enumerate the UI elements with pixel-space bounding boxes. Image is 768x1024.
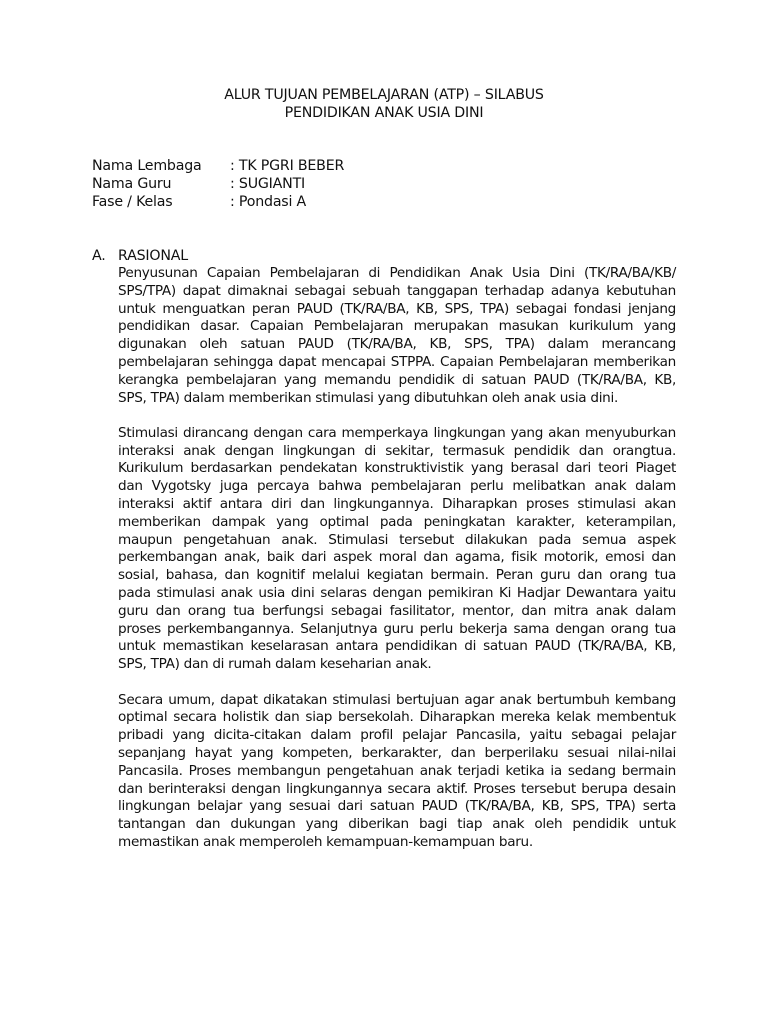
section-letter: A. bbox=[92, 248, 106, 264]
identity-label: Nama Lembaga bbox=[92, 158, 202, 174]
identity-value: : TK PGRI BEBER bbox=[230, 158, 345, 174]
paragraph-3: Secara umum, dapat dikatakan stimulasi bertujuan agar anak bertumbuh kembang optimal secara holistik dan siap bersekolah. Diharapkan mereka kelak membentuk pribadi yang dicita-citakan dalam profil pelajar Pancasila, yaitu sebagai pelajar sepanjang hayat yang kompeten, berkarakter, dan berperilaku sesuai nilai-nilai Pancasila. Proses membangun pengetahuan anak terjadi ketika ia sedang bermain dan berinteraksi dengan lingkungannya secara aktif. Proses tersebut berupa desain lingkungan belajar yang sesuai dari satuan PAUD (TK/RA/BA, KB, SPS, TPA) serta tantangan dan dukungan yang diberikan bagi tiap anak oleh pendidik untuk memastikan anak memperoleh kemampuan-kemampuan baru. bbox=[118, 691, 676, 850]
paragraph-2: Stimulasi dirancang dengan cara memperkaya lingkungan yang akan menyuburkan interaksi anak dengan lingkungan di sekitar, termasuk pendidik dan orangtua. Kurikulum berdasarkan pendekatan konstruktivistik yang berasal dari teori Piaget dan Vygotsky juga percaya bahwa pembelajaran perlu melibatkan anak dalam interaksi aktif antara diri dan lingkungannya. Diharapkan proses stimulasi akan memberikan dampak yang optimal pada peningkatan karakter, keterampilan, maupun pengetahuan anak. Stimulasi tersebut dilakukan pada semua aspek perkembangan anak, baik dari aspek moral dan agama, fisik motorik, emosi dan sosial, bahasa, dan kognitif melalui kegiatan bermain. Peran guru dan orang tua pada stimulasi anak usia dini selaras dengan pemikiran Ki Hadjar Dewantara yaitu guru dan orang tua berfungsi sebagai fasilitator, mentor, dan mitra anak dalam proses perkembangannya. Selanjutnya guru perlu bekerja sama dengan orang tua untuk memastikan keselarasan antara pendidikan di satuan PAUD (TK/RA/BA, KB, SPS, TPA) dan di rumah dalam keseharian anak. bbox=[118, 424, 676, 673]
identity-value: : SUGIANTI bbox=[230, 176, 306, 192]
section-a-body bbox=[118, 265, 676, 869]
identity-row-guru bbox=[92, 175, 344, 193]
document-title-line-1: ALUR TUJUAN PEMBELAJARAN (ATP) – SILABUS bbox=[224, 87, 544, 103]
section-a-heading bbox=[92, 247, 188, 265]
identity-value: : Pondasi A bbox=[230, 194, 307, 210]
identity-row-fase bbox=[92, 193, 344, 211]
identity-label: Fase / Kelas bbox=[92, 194, 173, 210]
paragraph-1: Penyusunan Capaian Pembelajaran di Pendidikan Anak Usia Dini (TK/RA/BA/KB/ SPS/TPA) dapat dimaknai sebagai sebuah tanggapan terhadap adanya kebutuhan untuk menguatkan peran PAUD (TK/RA/BA, KB, SPS, TPA) sebagai fondasi jenjang pendidikan dasar. Capaian Pembelajaran merupakan masukan kurikulum yang digunakan oleh satuan PAUD (TK/RA/BA, KB, SPS, TPA) dalam merancang pembelajaran sehingga dapat mencapai STPPA. Capaian Pembelajaran memberikan kerangka pembelajaran yang memandu pendidik di satuan PAUD (TK/RA/BA, KB, SPS, TPA) dalam memberikan stimulasi yang dibutuhkan oleh anak usia dini. bbox=[118, 265, 676, 406]
document-title bbox=[0, 86, 768, 122]
identity-label: Nama Guru bbox=[92, 176, 172, 192]
section-title: RASIONAL bbox=[118, 248, 188, 264]
document-title-line-2: PENDIDIKAN ANAK USIA DINI bbox=[284, 105, 484, 121]
identity-block bbox=[92, 157, 344, 211]
identity-row-lembaga bbox=[92, 157, 344, 175]
